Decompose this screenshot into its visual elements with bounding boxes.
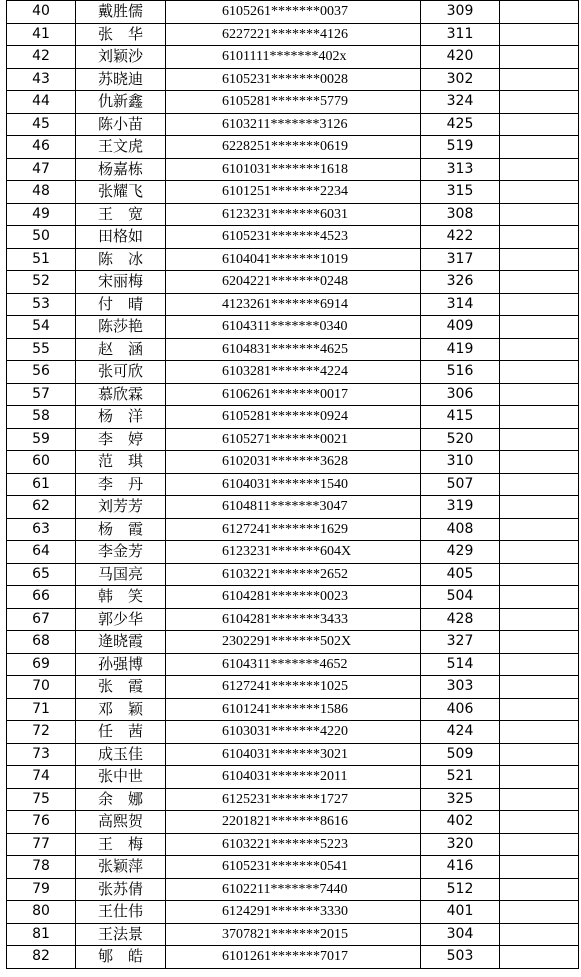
table-row xyxy=(7,833,579,856)
id-number-cell: 6104311*******4652 xyxy=(166,653,421,676)
score-cell: 327 xyxy=(421,631,500,654)
score-cell: 324 xyxy=(421,91,500,114)
id-number-cell: 2201821*******8616 xyxy=(166,811,421,834)
score-cell: 401 xyxy=(421,901,500,924)
row-number-cell: 79 xyxy=(7,878,76,901)
name-cell: 张耀飞 xyxy=(76,181,166,204)
empty-cell xyxy=(500,91,579,114)
score-cell: 314 xyxy=(421,293,500,316)
name-cell: 邓 颖 xyxy=(76,698,166,721)
table-row xyxy=(7,766,579,789)
empty-cell xyxy=(500,833,579,856)
table-row xyxy=(7,901,579,924)
row-number-cell: 64 xyxy=(7,541,76,564)
empty-cell xyxy=(500,653,579,676)
row-number-cell: 72 xyxy=(7,721,76,744)
row-number-cell: 55 xyxy=(7,338,76,361)
row-number-cell: 51 xyxy=(7,248,76,271)
id-number-cell: 6103221*******5223 xyxy=(166,833,421,856)
id-number-cell: 6104031*******1540 xyxy=(166,473,421,496)
table-row xyxy=(7,676,579,699)
score-cell: 428 xyxy=(421,608,500,631)
empty-cell xyxy=(500,676,579,699)
row-number-cell: 66 xyxy=(7,586,76,609)
table-row xyxy=(7,181,579,204)
table-row xyxy=(7,226,579,249)
score-cell: 326 xyxy=(421,271,500,294)
empty-cell xyxy=(500,428,579,451)
row-number-cell: 75 xyxy=(7,788,76,811)
id-number-cell: 6104811*******3047 xyxy=(166,496,421,519)
table-row xyxy=(7,158,579,181)
empty-cell xyxy=(500,338,579,361)
name-cell: 孙强博 xyxy=(76,653,166,676)
empty-cell xyxy=(500,136,579,159)
empty-cell xyxy=(500,766,579,789)
score-cell: 313 xyxy=(421,158,500,181)
table-row xyxy=(7,293,579,316)
row-number-cell: 41 xyxy=(7,23,76,46)
empty-cell xyxy=(500,631,579,654)
table-row xyxy=(7,496,579,519)
empty-cell xyxy=(500,181,579,204)
name-cell: 付 晴 xyxy=(76,293,166,316)
name-cell: 范 琪 xyxy=(76,451,166,474)
empty-cell xyxy=(500,901,579,924)
name-cell: 张苏倩 xyxy=(76,878,166,901)
id-number-cell: 6104041*******1019 xyxy=(166,248,421,271)
id-number-cell: 6105231*******0541 xyxy=(166,856,421,879)
table-row xyxy=(7,653,579,676)
name-cell: 杨嘉栋 xyxy=(76,158,166,181)
id-number-cell: 6105281*******5779 xyxy=(166,91,421,114)
empty-cell xyxy=(500,113,579,136)
score-cell: 325 xyxy=(421,788,500,811)
score-cell: 320 xyxy=(421,833,500,856)
empty-cell xyxy=(500,473,579,496)
empty-cell xyxy=(500,203,579,226)
name-cell: 慕欣霖 xyxy=(76,383,166,406)
name-cell: 仇新鑫 xyxy=(76,91,166,114)
table-row xyxy=(7,91,579,114)
candidate-table-body xyxy=(7,1,579,969)
table-row xyxy=(7,338,579,361)
score-cell: 504 xyxy=(421,586,500,609)
empty-cell xyxy=(500,1,579,24)
id-number-cell: 6105261*******0037 xyxy=(166,1,421,24)
name-cell: 李 丹 xyxy=(76,473,166,496)
empty-cell xyxy=(500,271,579,294)
row-number-cell: 43 xyxy=(7,68,76,91)
table-row xyxy=(7,383,579,406)
name-cell: 苏晓迪 xyxy=(76,68,166,91)
table-row xyxy=(7,1,579,24)
empty-cell xyxy=(500,923,579,946)
table-row xyxy=(7,698,579,721)
id-number-cell: 6104831*******4625 xyxy=(166,338,421,361)
row-number-cell: 50 xyxy=(7,226,76,249)
empty-cell xyxy=(500,541,579,564)
id-number-cell: 6104281*******0023 xyxy=(166,586,421,609)
score-cell: 514 xyxy=(421,653,500,676)
empty-cell xyxy=(500,248,579,271)
name-cell: 杨 霞 xyxy=(76,518,166,541)
empty-cell xyxy=(500,158,579,181)
table-row xyxy=(7,923,579,946)
empty-cell xyxy=(500,496,579,519)
table-row xyxy=(7,631,579,654)
row-number-cell: 49 xyxy=(7,203,76,226)
id-number-cell: 6101251*******2234 xyxy=(166,181,421,204)
score-cell: 306 xyxy=(421,383,500,406)
row-number-cell: 57 xyxy=(7,383,76,406)
id-number-cell: 6125231*******1727 xyxy=(166,788,421,811)
score-cell: 408 xyxy=(421,518,500,541)
score-cell: 406 xyxy=(421,698,500,721)
row-number-cell: 58 xyxy=(7,406,76,429)
name-cell: 张中世 xyxy=(76,766,166,789)
table-row xyxy=(7,451,579,474)
score-cell: 520 xyxy=(421,428,500,451)
empty-cell xyxy=(500,293,579,316)
score-cell: 420 xyxy=(421,46,500,69)
name-cell: 王 宽 xyxy=(76,203,166,226)
empty-cell xyxy=(500,743,579,766)
table-row xyxy=(7,586,579,609)
row-number-cell: 71 xyxy=(7,698,76,721)
name-cell: 张 华 xyxy=(76,23,166,46)
score-cell: 419 xyxy=(421,338,500,361)
row-number-cell: 73 xyxy=(7,743,76,766)
id-number-cell: 6101031*******1618 xyxy=(166,158,421,181)
name-cell: 杨 洋 xyxy=(76,406,166,429)
table-row xyxy=(7,518,579,541)
row-number-cell: 78 xyxy=(7,856,76,879)
row-number-cell: 82 xyxy=(7,946,76,969)
row-number-cell: 61 xyxy=(7,473,76,496)
empty-cell xyxy=(500,586,579,609)
row-number-cell: 65 xyxy=(7,563,76,586)
score-cell: 512 xyxy=(421,878,500,901)
id-number-cell: 6105281*******0924 xyxy=(166,406,421,429)
name-cell: 王 梅 xyxy=(76,833,166,856)
table-row xyxy=(7,878,579,901)
score-cell: 521 xyxy=(421,766,500,789)
id-number-cell: 6104281*******3433 xyxy=(166,608,421,631)
id-number-cell: 6127241*******1025 xyxy=(166,676,421,699)
name-cell: 郭少华 xyxy=(76,608,166,631)
empty-cell xyxy=(500,406,579,429)
name-cell: 王仕伟 xyxy=(76,901,166,924)
score-cell: 402 xyxy=(421,811,500,834)
table-row xyxy=(7,473,579,496)
score-cell: 303 xyxy=(421,676,500,699)
name-cell: 张颖萍 xyxy=(76,856,166,879)
empty-cell xyxy=(500,518,579,541)
row-number-cell: 54 xyxy=(7,316,76,339)
table-row xyxy=(7,541,579,564)
empty-cell xyxy=(500,451,579,474)
id-number-cell: 6106261*******0017 xyxy=(166,383,421,406)
empty-cell xyxy=(500,878,579,901)
table-row xyxy=(7,113,579,136)
id-number-cell: 6123231*******604X xyxy=(166,541,421,564)
name-cell: 赵 涵 xyxy=(76,338,166,361)
row-number-cell: 44 xyxy=(7,91,76,114)
score-cell: 311 xyxy=(421,23,500,46)
id-number-cell: 6104031*******2011 xyxy=(166,766,421,789)
empty-cell xyxy=(500,316,579,339)
id-number-cell: 6102211*******7440 xyxy=(166,878,421,901)
name-cell: 宋丽梅 xyxy=(76,271,166,294)
empty-cell xyxy=(500,226,579,249)
row-number-cell: 42 xyxy=(7,46,76,69)
name-cell: 田格如 xyxy=(76,226,166,249)
table-row xyxy=(7,608,579,631)
table-row xyxy=(7,856,579,879)
id-number-cell: 2302291*******502X xyxy=(166,631,421,654)
score-cell: 509 xyxy=(421,743,500,766)
row-number-cell: 62 xyxy=(7,496,76,519)
row-number-cell: 48 xyxy=(7,181,76,204)
id-number-cell: 6104311*******0340 xyxy=(166,316,421,339)
name-cell: 任 茜 xyxy=(76,721,166,744)
name-cell: 王法景 xyxy=(76,923,166,946)
row-number-cell: 81 xyxy=(7,923,76,946)
row-number-cell: 46 xyxy=(7,136,76,159)
row-number-cell: 77 xyxy=(7,833,76,856)
table-row xyxy=(7,203,579,226)
score-cell: 429 xyxy=(421,541,500,564)
score-cell: 304 xyxy=(421,923,500,946)
row-number-cell: 47 xyxy=(7,158,76,181)
name-cell: 成玉佳 xyxy=(76,743,166,766)
id-number-cell: 6103281*******4224 xyxy=(166,361,421,384)
id-number-cell: 6103221*******2652 xyxy=(166,563,421,586)
name-cell: 李 婷 xyxy=(76,428,166,451)
table-row xyxy=(7,248,579,271)
score-cell: 507 xyxy=(421,473,500,496)
row-number-cell: 45 xyxy=(7,113,76,136)
empty-cell xyxy=(500,68,579,91)
row-number-cell: 80 xyxy=(7,901,76,924)
score-cell: 319 xyxy=(421,496,500,519)
table-row xyxy=(7,46,579,69)
id-number-cell: 6104031*******3021 xyxy=(166,743,421,766)
table-row xyxy=(7,946,579,969)
table-row xyxy=(7,136,579,159)
score-cell: 516 xyxy=(421,361,500,384)
table-row xyxy=(7,428,579,451)
empty-cell xyxy=(500,563,579,586)
id-number-cell: 6123231*******6031 xyxy=(166,203,421,226)
row-number-cell: 63 xyxy=(7,518,76,541)
score-cell: 425 xyxy=(421,113,500,136)
table-row xyxy=(7,23,579,46)
score-cell: 422 xyxy=(421,226,500,249)
table-row xyxy=(7,563,579,586)
id-number-cell: 6103031*******4220 xyxy=(166,721,421,744)
name-cell: 刘颖沙 xyxy=(76,46,166,69)
table-row xyxy=(7,788,579,811)
name-cell: 韩 笑 xyxy=(76,586,166,609)
id-number-cell: 6124291*******3330 xyxy=(166,901,421,924)
table-row xyxy=(7,316,579,339)
score-cell: 302 xyxy=(421,68,500,91)
row-number-cell: 76 xyxy=(7,811,76,834)
score-cell: 519 xyxy=(421,136,500,159)
id-number-cell: 6204221*******0248 xyxy=(166,271,421,294)
score-cell: 317 xyxy=(421,248,500,271)
name-cell: 陈 冰 xyxy=(76,248,166,271)
empty-cell xyxy=(500,856,579,879)
table-row xyxy=(7,68,579,91)
empty-cell xyxy=(500,698,579,721)
score-cell: 308 xyxy=(421,203,500,226)
empty-cell xyxy=(500,788,579,811)
row-number-cell: 60 xyxy=(7,451,76,474)
empty-cell xyxy=(500,608,579,631)
id-number-cell: 6103211*******3126 xyxy=(166,113,421,136)
table-row xyxy=(7,811,579,834)
row-number-cell: 52 xyxy=(7,271,76,294)
id-number-cell: 6228251*******0619 xyxy=(166,136,421,159)
table-row xyxy=(7,721,579,744)
score-cell: 416 xyxy=(421,856,500,879)
name-cell: 陈小苗 xyxy=(76,113,166,136)
name-cell: 张 霞 xyxy=(76,676,166,699)
name-cell: 余 娜 xyxy=(76,788,166,811)
row-number-cell: 56 xyxy=(7,361,76,384)
candidate-table xyxy=(6,0,579,969)
score-cell: 310 xyxy=(421,451,500,474)
empty-cell xyxy=(500,383,579,406)
id-number-cell: 6127241*******1629 xyxy=(166,518,421,541)
id-number-cell: 6102031*******3628 xyxy=(166,451,421,474)
score-cell: 409 xyxy=(421,316,500,339)
name-cell: 马国亮 xyxy=(76,563,166,586)
id-number-cell: 6101241*******1586 xyxy=(166,698,421,721)
id-number-cell: 4123261*******6914 xyxy=(166,293,421,316)
score-cell: 424 xyxy=(421,721,500,744)
row-number-cell: 68 xyxy=(7,631,76,654)
score-cell: 309 xyxy=(421,1,500,24)
id-number-cell: 3707821*******2015 xyxy=(166,923,421,946)
id-number-cell: 6101261*******7017 xyxy=(166,946,421,969)
row-number-cell: 74 xyxy=(7,766,76,789)
row-number-cell: 59 xyxy=(7,428,76,451)
name-cell: 李金芳 xyxy=(76,541,166,564)
name-cell: 郇 皓 xyxy=(76,946,166,969)
empty-cell xyxy=(500,811,579,834)
table-row xyxy=(7,743,579,766)
id-number-cell: 6105231*******4523 xyxy=(166,226,421,249)
score-cell: 315 xyxy=(421,181,500,204)
row-number-cell: 69 xyxy=(7,653,76,676)
empty-cell xyxy=(500,361,579,384)
empty-cell xyxy=(500,46,579,69)
name-cell: 张可欣 xyxy=(76,361,166,384)
score-cell: 503 xyxy=(421,946,500,969)
id-number-cell: 6105271*******0021 xyxy=(166,428,421,451)
score-cell: 405 xyxy=(421,563,500,586)
name-cell: 陈莎艳 xyxy=(76,316,166,339)
row-number-cell: 67 xyxy=(7,608,76,631)
score-cell: 415 xyxy=(421,406,500,429)
empty-cell xyxy=(500,721,579,744)
empty-cell xyxy=(500,23,579,46)
name-cell: 逄晓霞 xyxy=(76,631,166,654)
empty-cell xyxy=(500,946,579,969)
table-row xyxy=(7,361,579,384)
name-cell: 王文虎 xyxy=(76,136,166,159)
row-number-cell: 53 xyxy=(7,293,76,316)
row-number-cell: 70 xyxy=(7,676,76,699)
id-number-cell: 6227221*******4126 xyxy=(166,23,421,46)
name-cell: 戴胜儒 xyxy=(76,1,166,24)
id-number-cell: 6101111*******402x xyxy=(166,46,421,69)
id-number-cell: 6105231*******0028 xyxy=(166,68,421,91)
name-cell: 刘芳芳 xyxy=(76,496,166,519)
row-number-cell: 40 xyxy=(7,1,76,24)
name-cell: 高熙贺 xyxy=(76,811,166,834)
table-row xyxy=(7,271,579,294)
table-row xyxy=(7,406,579,429)
